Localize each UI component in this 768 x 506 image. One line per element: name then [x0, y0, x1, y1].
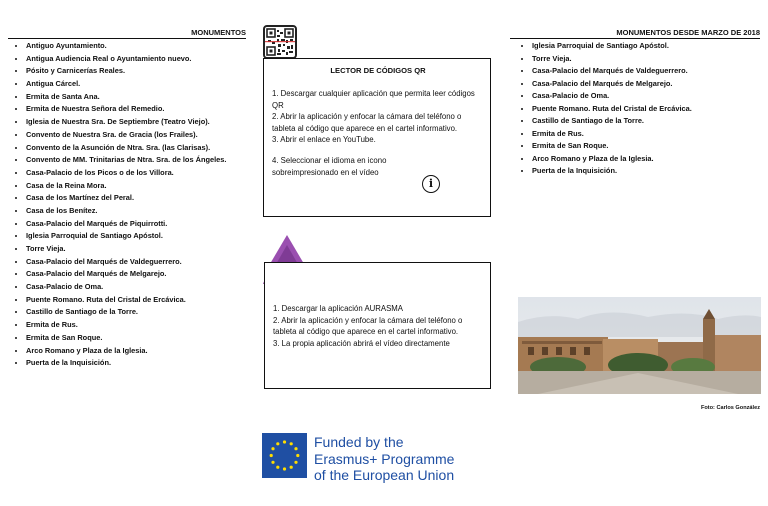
monumentos-title: MONUMENTOS	[8, 28, 246, 39]
monumento-item: • Antigua Audiencia Real o Ayuntamiento nuevo.	[26, 53, 254, 65]
monumento-2018-item: • Iglesia Parroquial de Santiago Apóstol.	[532, 40, 768, 53]
eu-line-2: Erasmus+ Programme	[314, 450, 455, 467]
monumento-2018-item: • Casa-Palacio del Marqués de Melgarejo.	[532, 78, 768, 91]
monumento-2018-item: • Ermita de San Roque.	[532, 140, 768, 153]
qr-step-3: 3. Abrir el enlace en YouTube.	[272, 135, 376, 145]
monumento-item: • Convento de MM. Trinitarias de Ntra. Sra. de los Ángeles.	[26, 154, 254, 166]
aurasma-step-1: 1. Descargar la aplicación AURASMA	[273, 304, 404, 313]
qr-code-icon	[263, 25, 297, 59]
monumento-item: • Ermita de San Roque.	[26, 332, 254, 344]
monumento-item: • Casa de los Benítez.	[26, 205, 254, 217]
plaza-panorama-photo	[518, 297, 761, 394]
monumento-item: • Ermita de Nuestra Señora del Remedio.	[26, 103, 254, 115]
monumento-item: • Ermita de Rus.	[26, 319, 254, 331]
monumento-item: • Iglesia de Nuestra Sra. De Septiembre (Teatro Viejo).	[26, 116, 254, 128]
monumento-item: • Iglesia Parroquial de Santiago Apóstol.	[26, 230, 254, 242]
monumento-2018-item: • Torre Vieja.	[532, 53, 768, 66]
aurasma-instructions-box	[264, 262, 491, 389]
monumento-item: • Pósito y Carnicerías Reales.	[26, 65, 254, 77]
monumento-2018-item: • Puente Romano. Ruta del Cristal de Ercávica.	[532, 103, 768, 116]
monumentos-2018-list	[514, 40, 768, 178]
monumento-item: • Puerta de la Inquisición.	[26, 357, 254, 369]
monumento-item: • Casa-Palacio del Marqués de Melgarejo.	[26, 268, 254, 280]
monumento-item: • Puente Romano. Ruta del Cristal de Ercávica.	[26, 294, 254, 306]
qr-box-title: LECTOR DE CÓDIGOS QR	[330, 66, 426, 75]
monumento-2018-item: • Arco Romano y Plaza de la Iglesia.	[532, 153, 768, 166]
monumento-item: • Torre Vieja.	[26, 243, 254, 255]
monumento-item: • Casa de la Reina Mora.	[26, 180, 254, 192]
monumentos-list	[8, 40, 254, 370]
qr-step-1: 1. Descargar cualquier aplicación que permita leer códigos QR	[272, 89, 475, 110]
qr-step-4: 4. Seleccionar el idioma en icono sobreimpresionado en el vídeo	[272, 155, 387, 177]
monumento-item: • Casa-Palacio del Marqués de Valdeguerrero.	[26, 256, 254, 268]
monumento-item: • Casa-Palacio de los Picos o de los Villora.	[26, 167, 254, 179]
monumento-2018-item: • Puerta de la Inquisición.	[532, 165, 768, 178]
monumento-item: • Casa-Palacio de Oma.	[26, 281, 254, 293]
monumento-2018-item: • Casa-Palacio del Marqués de Valdeguerrero.	[532, 65, 768, 78]
aurasma-step-3: 3. La propia aplicación abrirá el vídeo directamente	[273, 338, 450, 348]
eu-line-1: Funded by the	[314, 434, 404, 450]
monumento-item: • Casa-Palacio del Marqués de Piquirrotti.	[26, 218, 254, 230]
monumento-2018-item: • Castillo de Santiago de la Torre.	[532, 115, 768, 128]
monumento-item: • Convento de la Asunción de Ntra. Sra. (las Clarisas).	[26, 142, 254, 154]
monumento-item: • Convento de Nuestra Sra. de Gracia (los Frailes).	[26, 129, 254, 141]
monumento-2018-item: • Casa-Palacio de Oma.	[532, 90, 768, 103]
monumento-item: • Antiguo Ayuntamiento.	[26, 40, 254, 52]
eu-line-3: of the European Union	[314, 467, 455, 483]
monumento-item: • Antigua Cárcel.	[26, 78, 254, 90]
eu-flag-icon	[262, 433, 307, 478]
monumento-2018-item: • Ermita de Rus.	[532, 128, 768, 141]
monumento-item: • Arco Romano y Plaza de la Iglesia.	[26, 345, 254, 357]
monumentos-2018-title: MONUMENTOS DESDE MARZO DE 2018	[510, 28, 760, 39]
qr-instructions-box	[263, 58, 491, 217]
photo-credit: Foto: Carlos González	[700, 405, 760, 411]
qr-step-2: 2. Abrir la aplicación y enfocar la cámara del teléfono o tableta al código que aparece en el cartel informativo.	[272, 112, 462, 133]
info-icon: i	[422, 175, 440, 193]
monumento-item: • Ermita de Santa Ana.	[26, 91, 254, 103]
aurasma-step-2: 2. Abrir la aplicación y enfocar la cámara del teléfono o tableta al código que aparece en el cartel informativo.	[273, 315, 463, 337]
monumento-item: • Casa de los Martínez del Peral.	[26, 192, 254, 204]
monumento-item: • Castillo de Santiago de la Torre.	[26, 306, 254, 318]
